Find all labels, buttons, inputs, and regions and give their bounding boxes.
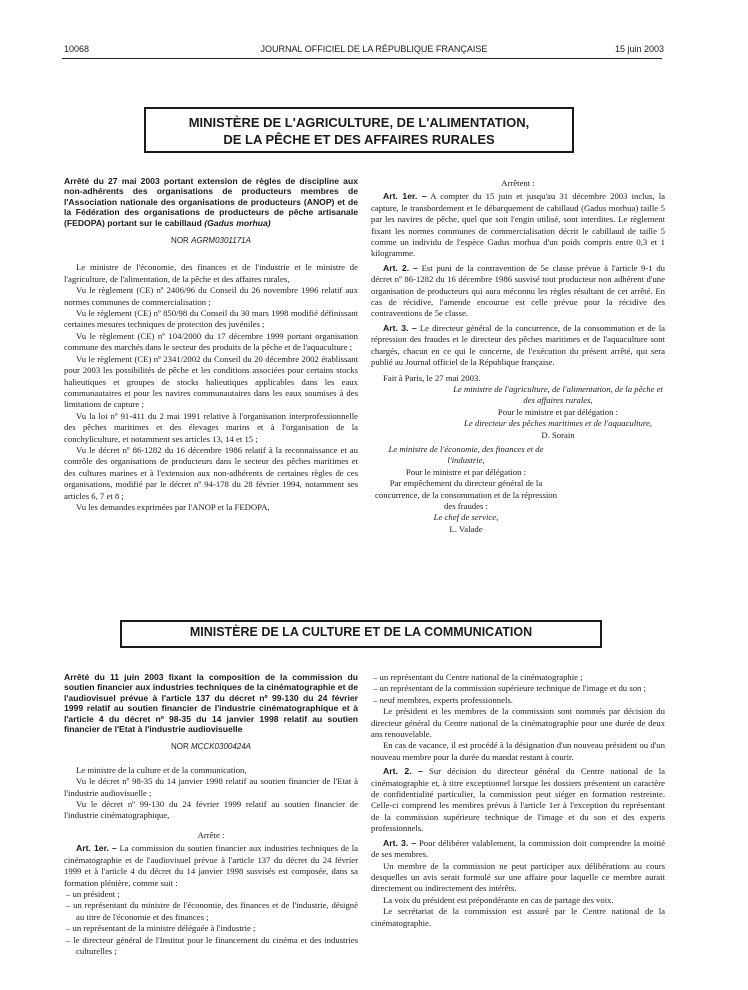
preamble-paragraph: Vu le décret nº 99-130 du 24 février 1999 relatif au soutien financier de l'industrie cinématographique, xyxy=(64,799,358,821)
list-item: – un représentant de la ministre déléguée à l'industrie ; xyxy=(66,923,256,934)
article-1: Art. 1er. – La commission du soutien financier aux industries techniques de la cinématographie et de l'audiovisuel prévue à l'article 137 du décret du 24 février 1999 et à l'article 4 du décret du 14 janvier 1998 susvisés est composée, dans sa formation plénière, comme suit : xyxy=(64,843,358,888)
body-paragraph: En cas de vacance, il est procédé à la désignation d'un nouveau président ou d'un nouveau membre pour la durée du mandat restant à courir. xyxy=(371,740,665,762)
ministry-culture-heading: MINISTÈRE DE LA CULTURE ET DE LA COMMUNICATION xyxy=(120,620,602,648)
article-2: Art. 2. – Est puni de la contravention de 5e classe prévue à l'article 9-1 du décret nº 86-1282 du 16 décembre 1986 susvisé tout producteur non adhérent d'une organisation de producteurs qui aura méconnu les règles résultant de cet arrêté. En cas de récidive, l'amende encourue est celle prévue pour la récidive des contraventions de 5e classe. xyxy=(371,262,666,319)
body-paragraph: Le secrétariat de la commission est assuré par le Centre national de la cinématographie. xyxy=(371,906,665,928)
agriculture-left-column xyxy=(64,176,358,513)
signature-economy: Le ministre de l'économie, des finances et de l'industrie, Pour le ministre et par délégation : Par empêchement du directeur général de la concurrence, de la consommation et de la répression des fraudes : Le chef de service, L. Valade xyxy=(375,443,557,534)
list-item: – neuf membres, experts professionnels. xyxy=(373,694,513,705)
culture-right-column xyxy=(371,672,665,929)
list-item: – un représentant de la commission supérieure technique de l'image et du son ; xyxy=(373,683,646,694)
body-paragraph: La voix du président est prépondérante en cas de partage des voix. xyxy=(383,894,614,905)
preamble-paragraph: Le ministre de la culture et de la communication, xyxy=(76,764,247,775)
article-3: Art. 3. – Pour délibérer valablement, la commission doit comprendre la moitié de ses membres. xyxy=(371,837,666,860)
decree-title: Arrêté du 11 juin 2003 fixant la composition de la commission du soutien financier aux industries techniques de la cinématographie et de l'audiovisuel prévue à l'article 137 du décret nº 99-130 du 24 février 1999 relatif au soutien financier de l'industrie cinématographique et à l'article 4 du décret nº 98-35 du 14 janvier 1998 relatif au soutien financier de l'Etat à l'industrie audiovisuelle xyxy=(64,672,358,735)
preamble-paragraph: Vu le décret nº 98-35 du 14 janvier 1998 relatif au soutien financier de l'Etat à l'industrie audiovisuelle ; xyxy=(64,776,358,798)
journal-title: JOURNAL OFFICIEL DE LA RÉPUBLIQUE FRANÇAISE xyxy=(260,44,488,54)
heading-line-1: MINISTÈRE DE L'AGRICULTURE, DE L'ALIMENTATION, xyxy=(188,115,530,130)
list-item: – un président ; xyxy=(66,888,120,899)
preamble-paragraph: Vu le règlement (CE) nº 104/2000 du 17 décembre 1999 portant organisation commune des marchés dans le secteur des produits de la pêche et de l'aquaculture ; xyxy=(64,330,358,353)
arretent-heading: Arrêtent : xyxy=(501,178,535,188)
header-rule xyxy=(62,58,662,59)
article-3: Art. 3. – Le directeur général de la concurrence, de la consommation et de la répression des fraudes et le directeur des pêches maritimes et de l'aquaculture sont chargés, chacun en ce qui le concerne, de l'exécution du présent arrêté, qui sera publié au Journal officiel de la République française. xyxy=(371,322,665,368)
agriculture-right-column xyxy=(371,178,665,535)
nor-reference: NOR MCCK0300424A xyxy=(170,742,252,752)
list-item: – un représentant du Centre national de la cinématographie ; xyxy=(373,672,583,682)
body-paragraph: Le président et les membres de la commission sont nommés par décision du directeur général du Centre national de la cinématographie pour une durée de deux ans renouvelable. xyxy=(371,706,665,740)
decree-title: Arrêté du 27 mai 2003 portant extension de règles de discipline aux non-adhérents des organisations de producteurs membres de l'Association nationale des organisations de producteurs (ANOP) et de la Fédération des organisations de producteurs de pêche artisanale (FEDOPA) portant sur le cabillaud (Gadus morhua) xyxy=(64,176,358,228)
preamble-paragraph: Vu le règlement (CE) nº 850/98 du Conseil du 30 mars 1998 modifié définissant certaines mesures techniques de protection des juvéniles ; xyxy=(64,308,358,330)
preamble-paragraph: Vu le règlement (CE) nº 2406/96 du Conseil du 26 novembre 1996 relatif aux normes communes de commercialisation ; xyxy=(64,285,358,307)
list-item: – le directeur général de l'Institut pour le financement du cinéma et des industries culturelles ; xyxy=(66,934,359,956)
article-2: Art. 2. – Sur décision du directeur général du Centre national de la cinématographie et, à titre exceptionnel lorsque les dossiers présentent un caractère de confidentialité particulier, la commission peut siéger en formation restreinte. Celle-ci comprend les membres prévus à l'article 1er à l'exception du représentant de la commission supérieure technique de l'image et du son et des experts professionnels. xyxy=(371,766,666,834)
nor-reference: NOR AGRM0301171A xyxy=(171,236,251,246)
preamble-paragraph: Vu le règlement (CE) nº 2341/2002 du Conseil du 20 décembre 2002 établissant pour 2003 les possibilités de pêche et les conditions associées pour certains stocks halieutiques et groupes de stocks halieutiques applicables dans les eaux communautaires et pour les navires communautaires dans les eaux soumises à des limitations de capture ; xyxy=(64,353,358,410)
preamble-paragraph: Le ministre de l'économie, des finances et de l'industrie et le ministre de l'agriculture, de l'alimentation, de la pêche et des affaires rurales, xyxy=(64,262,358,284)
list-item: – un représentant du ministre de l'économie, des finances et de l'industrie, désigné au titre de l'économie et des finances ; xyxy=(66,900,359,922)
heading-line-2: DE LA PÊCHE ET DES AFFAIRES RURALES xyxy=(223,132,495,147)
ministry-agriculture-heading xyxy=(144,107,574,153)
arrete-heading: Arrête : xyxy=(197,829,225,840)
culture-left-column xyxy=(64,672,358,957)
preamble-paragraph: Vu le décret nº 86-1282 du 16 décembre 1986 relatif à la reconnaissance et au contrôle des organisations de producteurs dans le secteur des pêches maritimes et des cultures marines et à l'extension aux non-adhérents de certaines règles de ces organisations, modifié par le décret nº 94-178 du 28 février 1994, notamment ses articles 6, 7 et 8 ; xyxy=(64,444,358,501)
body-paragraph: Un membre de la commission ne peut participer aux délibérations au cours desquelles un avis serait formulé sur une affaire pour laquelle ce membre aurait directement ou indirectement des intérêts. xyxy=(371,860,665,894)
signature-agriculture: Le ministre de l'agriculture, de l'alimentation, de la pêche et des affaires rurales, Pour le ministre et par délégation : Le directeur des pêches maritimes et de l'aquaculture, D. Sorain xyxy=(453,383,663,440)
preamble-paragraph: Vu la loi nº 91-411 du 2 mai 1991 relative à l'organisation interprofessionnelle des pêches maritimes et des élevages marins et à l'organisation de la conchyliculture, et notamment ses articles 13, 14 et 15 ; xyxy=(64,410,358,444)
issue-date: 15 juin 2003 xyxy=(614,44,664,54)
article-1: Art. 1er. – A compter du 15 juin et jusqu'au 31 décembre 2003 inclus, la capture, le transbordement et le débarquement de cabillaud (Gadus morhua) taille 5 par les navires de pêche, quel que soit l'engin utilisé, sont interdites. Le règlement fixant les normes communes de commercialisation décrit le cabillaud de taille 5 comme un individu de l'espèce Gadus morhua d'un poids compris entre 0,3 et 1 kilogramme. xyxy=(371,191,665,259)
page-number: 10068 xyxy=(64,44,90,54)
preamble-paragraph: Vu les demandes exprimées par l'ANOP et la FEDOPA, xyxy=(76,501,270,512)
signature-date: Fait à Paris, le 27 mai 2003. xyxy=(383,372,481,383)
